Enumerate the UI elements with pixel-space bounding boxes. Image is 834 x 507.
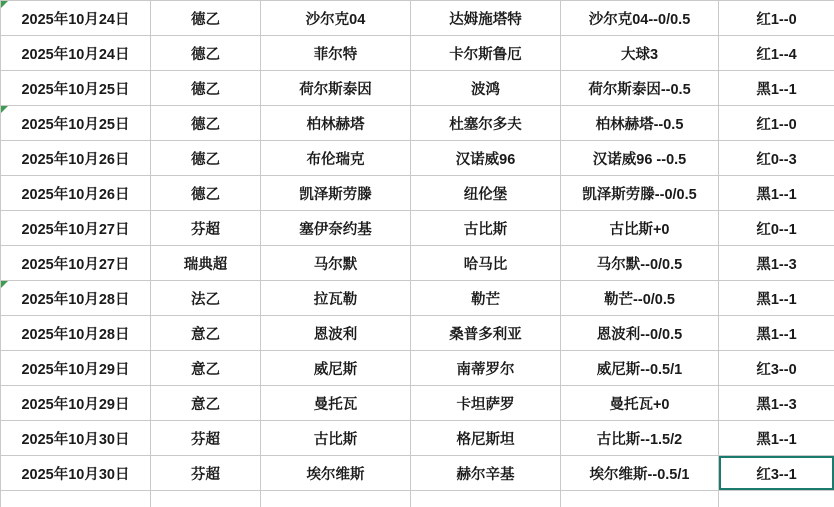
recommended-pick: 古比斯--1.5/2 [561,421,719,456]
away-team: 卡尔斯鲁厄 [411,36,561,71]
match-result: 黑1--3 [719,386,834,421]
league-name: 德乙 [151,36,261,71]
away-team: 哈马比 [411,246,561,281]
match-result: 黑1--1 [719,281,834,316]
away-team: 桑普多利亚 [411,316,561,351]
empty-cell [411,491,561,507]
match-result: 红3--0 [719,351,834,386]
home-team: 布伦瑞克 [261,141,411,176]
away-team: 达姆施塔特 [411,1,561,36]
table-row [1,316,834,351]
away-team: 勒芒 [411,281,561,316]
home-team: 凯泽斯劳滕 [261,176,411,211]
match-result: 红3--1 [719,456,834,491]
home-team: 威尼斯 [261,351,411,386]
match-date: 2025年10月30日 [1,421,151,456]
league-name: 芬超 [151,211,261,246]
away-team: 波鸿 [411,71,561,106]
home-team: 埃尔维斯 [261,456,411,491]
recommended-pick: 凯泽斯劳滕--0/0.5 [561,176,719,211]
match-date: 2025年10月27日 [1,246,151,281]
league-name: 芬超 [151,421,261,456]
away-team: 卡坦萨罗 [411,386,561,421]
match-result: 红0--3 [719,141,834,176]
recommended-pick: 沙尔克04--0/0.5 [561,1,719,36]
match-date: 2025年10月30日 [1,456,151,491]
league-name: 德乙 [151,141,261,176]
table-row [1,246,834,281]
match-date: 2025年10月26日 [1,176,151,211]
league-name: 意乙 [151,316,261,351]
empty-cell [151,491,261,507]
recommended-pick: 古比斯+0 [561,211,719,246]
match-result: 黑1--1 [719,176,834,211]
match-result: 黑1--3 [719,246,834,281]
home-team: 荷尔斯泰因 [261,71,411,106]
recommended-pick: 恩波利--0/0.5 [561,316,719,351]
league-name: 意乙 [151,386,261,421]
match-date: 2025年10月24日 [1,36,151,71]
match-date: 2025年10月25日 [1,71,151,106]
home-team: 古比斯 [261,421,411,456]
table-body [1,1,834,507]
home-team: 曼托瓦 [261,386,411,421]
match-date: 2025年10月28日 [1,316,151,351]
away-team: 南蒂罗尔 [411,351,561,386]
league-name: 芬超 [151,456,261,491]
home-team: 沙尔克04 [261,1,411,36]
match-result: 黑1--1 [719,316,834,351]
league-name: 德乙 [151,106,261,141]
match-date: 2025年10月28日 [1,281,151,316]
table-row [1,421,834,456]
empty-cell [261,491,411,507]
home-team: 柏林赫塔 [261,106,411,141]
league-name: 意乙 [151,351,261,386]
away-team: 格尼斯坦 [411,421,561,456]
home-team: 菲尔特 [261,36,411,71]
recommended-pick: 威尼斯--0.5/1 [561,351,719,386]
match-result: 红0--1 [719,211,834,246]
home-team: 塞伊奈约基 [261,211,411,246]
recommended-pick: 柏林赫塔--0.5 [561,106,719,141]
empty-cell [1,491,151,507]
match-result: 黑1--1 [719,71,834,106]
league-name: 瑞典超 [151,246,261,281]
recommended-pick: 勒芒--0/0.5 [561,281,719,316]
league-name: 德乙 [151,1,261,36]
match-date: 2025年10月29日 [1,351,151,386]
away-team: 杜塞尔多夫 [411,106,561,141]
table-row [1,36,834,71]
match-date: 2025年10月26日 [1,141,151,176]
match-result: 红1--4 [719,36,834,71]
recommended-pick: 曼托瓦+0 [561,386,719,421]
recommended-pick: 汉诺威96 --0.5 [561,141,719,176]
match-date: 2025年10月29日 [1,386,151,421]
table-row [1,71,834,106]
away-team: 赫尔辛基 [411,456,561,491]
table-row [1,351,834,386]
table-row [1,141,834,176]
table-row [1,1,834,36]
league-name: 德乙 [151,71,261,106]
table-row [1,106,834,141]
table-row-partial [1,491,834,507]
recommended-pick: 大球3 [561,36,719,71]
recommended-pick: 荷尔斯泰因--0.5 [561,71,719,106]
home-team: 拉瓦勒 [261,281,411,316]
home-team: 马尔默 [261,246,411,281]
match-result: 黑1--1 [719,421,834,456]
away-team: 纽伦堡 [411,176,561,211]
league-name: 德乙 [151,176,261,211]
table-row [1,386,834,421]
empty-cell [561,491,719,507]
table-row [1,211,834,246]
away-team: 古比斯 [411,211,561,246]
match-date: 2025年10月25日 [1,106,151,141]
away-team: 汉诺威96 [411,141,561,176]
match-result: 红1--0 [719,1,834,36]
table-row [1,456,834,491]
recommended-pick: 马尔默--0/0.5 [561,246,719,281]
recommended-pick: 埃尔维斯--0.5/1 [561,456,719,491]
home-team: 恩波利 [261,316,411,351]
empty-cell [719,491,834,507]
match-date: 2025年10月27日 [1,211,151,246]
league-name: 法乙 [151,281,261,316]
table-row [1,176,834,211]
table-row [1,281,834,316]
match-result: 红1--0 [719,106,834,141]
match-date: 2025年10月24日 [1,1,151,36]
